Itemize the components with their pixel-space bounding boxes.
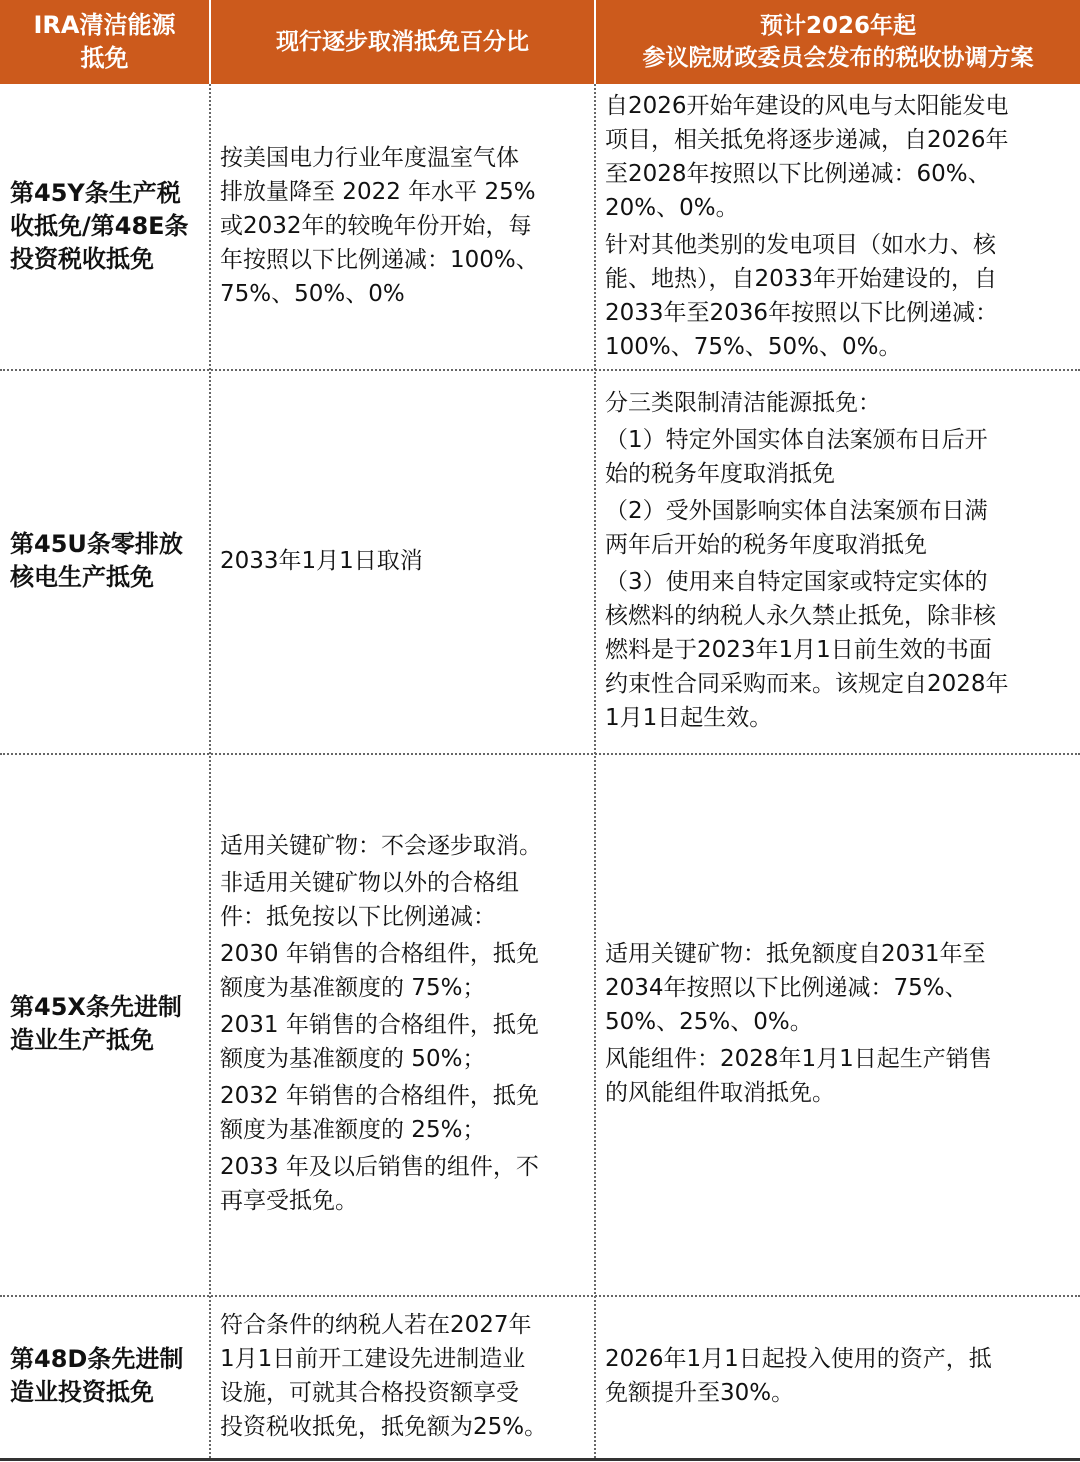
text-line: 造业投资抵免 (10, 1378, 154, 1406)
text-line: （3）使用来自特定国家或特定实体的 (605, 569, 988, 595)
text-line: 约束性合同采购而来。该规定自2028年 (605, 671, 1009, 697)
text-line: 投资税收抵免 (10, 244, 154, 273)
text-line: （1）特定外国实体自法案颁布日后开 (605, 427, 988, 453)
row-45u-proposal (605, 371, 1075, 753)
text-line: 2033年1月1日取消 (220, 547, 423, 574)
text-line: 适用关键矿物：抵免额度自2031年至 (605, 941, 986, 967)
text-line: 按美国电力行业年度温室气体 (220, 145, 519, 171)
row-45u-current (220, 371, 588, 753)
text-line: 投资税收抵免，抵免额为25%。 (220, 1414, 548, 1440)
text-line: 2031 年销售的合格组件，抵免 (220, 1012, 539, 1038)
text-line: 项目，相关抵免将逐步递减，自2026年 (605, 126, 1009, 153)
text-line: 50%、25%、0%。 (605, 1009, 813, 1035)
text-line: 第45U条零排放 (10, 529, 183, 558)
text-line: 1月1日起生效。 (605, 705, 773, 731)
text-line: 燃料是于2023年1月1日前生效的书面 (605, 637, 992, 663)
text-line: 额度为基准额度的 75%； (220, 975, 486, 1001)
header-line: 现行逐步取消抵免百分比 (276, 29, 529, 55)
row-48d-current (220, 1297, 588, 1458)
text-line: 2033年至2036年按照以下比例递减： (605, 299, 999, 326)
row-48d-proposal (605, 1297, 1075, 1458)
table-bottom-border (0, 1458, 1080, 1461)
text-line: 100%、75%、50%、0%。 (605, 333, 902, 360)
text-line: 始的税务年度取消抵免 (605, 461, 835, 487)
header-line: 抵免 (80, 44, 129, 72)
text-line: 1月1日前开工建设先进制造业 (220, 1346, 526, 1372)
text-line: 非适用关键矿物以外的合格组 (220, 870, 519, 896)
text-line: 或2032年的较晚年份开始，每 (220, 213, 532, 239)
text-line: 的风能组件取消抵免。 (605, 1080, 835, 1106)
text-line: 2034年按照以下比例递减：75%、 (605, 975, 968, 1001)
header-col-ira-credit (0, 0, 209, 84)
text-line: 至2028年按照以下比例递减：60%、 (605, 160, 991, 187)
text-line: 排放量降至 2022 年水平 25% (220, 179, 536, 205)
text-line: 核电生产抵免 (10, 562, 154, 591)
text-line: 2030 年销售的合格组件，抵免 (220, 941, 539, 967)
text-line: 核燃料的纳税人永久禁止抵免，除非核 (605, 603, 996, 629)
text-line: 免额提升至30%。 (605, 1380, 795, 1406)
text-line: 能、地热），自2033年开始建设的，自 (605, 265, 998, 292)
text-line: 针对其他类别的发电项目（如水力、核 (605, 231, 996, 258)
text-line: 分三类限制清洁能源抵免： (605, 390, 881, 416)
text-line: 2026年1月1日起投入使用的资产，抵 (605, 1346, 992, 1372)
text-line: 两年后开始的税务年度取消抵免 (605, 532, 927, 558)
text-line: 自2026开始年建设的风电与太阳能发电 (605, 92, 1009, 119)
text-line: 件：抵免按以下比例递减： (220, 904, 496, 930)
row-45y-48e-proposal (605, 86, 1075, 369)
text-line: 额度为基准额度的 25%； (220, 1117, 486, 1143)
text-line: 20%、0%。 (605, 194, 739, 221)
row-45x-proposal (605, 755, 1075, 1295)
header-line: 参议院财政委员会发布的税收协调方案 (642, 45, 1034, 71)
header-col-senate-proposal (596, 0, 1080, 84)
row-45x-name (10, 755, 205, 1295)
text-line: 再享受抵免。 (220, 1188, 358, 1214)
text-line: 第45Y条生产税 (10, 178, 181, 207)
text-line: 额度为基准额度的 50%； (220, 1046, 486, 1072)
column-divider (594, 84, 596, 1458)
text-line: 75%、50%、0% (220, 281, 405, 307)
header-line: IRA清洁能源 (33, 11, 176, 39)
text-line: 第45X条先进制 (10, 992, 182, 1021)
header-line: 预计2026年起 (759, 13, 916, 39)
text-line: 2033 年及以后销售的组件，不 (220, 1154, 539, 1180)
text-line: 年按照以下比例递减：100%、 (220, 247, 539, 273)
row-45u-name (10, 371, 205, 753)
text-line: 设施，可就其合格投资额享受 (220, 1380, 519, 1406)
row-45y-48e-name (10, 86, 205, 369)
header-col-current-phaseout (211, 0, 594, 84)
row-45x-current (220, 755, 588, 1295)
column-divider (209, 84, 211, 1458)
text-line: 造业生产抵免 (10, 1025, 154, 1054)
row-48d-name (10, 1297, 205, 1458)
text-line: 符合条件的纳税人若在2027年 (220, 1312, 532, 1338)
row-45y-48e-current (220, 86, 588, 369)
text-line: 2032 年销售的合格组件，抵免 (220, 1083, 539, 1109)
text-line: （2）受外国影响实体自法案颁布日满 (605, 498, 988, 524)
text-line: 适用关键矿物：不会逐步取消。 (220, 833, 542, 859)
text-line: 收抵免/第48E条 (10, 211, 189, 240)
text-line: 第48D条先进制 (10, 1345, 184, 1373)
text-line: 风能组件：2028年1月1日起生产销售 (605, 1046, 992, 1072)
